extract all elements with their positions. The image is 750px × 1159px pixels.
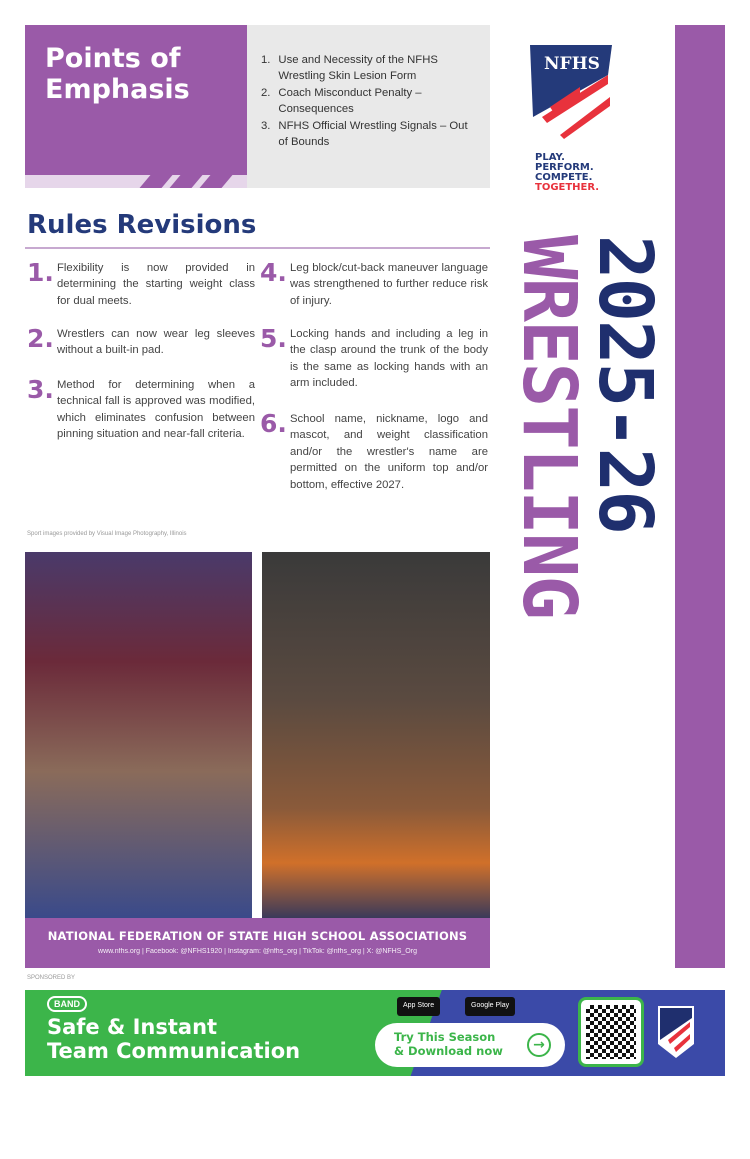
item-text: Use and Necessity of the NFHS Wrestling Skin Lesion Form [278,54,438,83]
rule-item [27,326,255,359]
arrow-right-icon: → [527,1033,551,1057]
rule-item [260,326,488,392]
item-number: 3. [261,119,271,132]
band-logo: BAND [47,996,87,1012]
rule-text: School name, nickname, logo and mascot, and weight classification and/or the wrestler's name are permitted on the uniform top and/or bottom, effective 2027. [290,413,488,491]
rule-number: 5. [260,324,287,353]
photo-credit: Sport images provided by Visual Image Photography, Illinois [27,531,187,537]
cta-line: Try This Season [394,1030,496,1044]
banner-tagline [47,1015,300,1063]
org-name: NATIONAL FEDERATION OF STATE HIGH SCHOOL ASSOCIATIONS [47,929,468,943]
list-item [261,85,480,118]
nfhs-logo [530,45,615,140]
sponsored-label: SPONSORED BY [27,975,76,981]
rule-text: Leg block/cut-back maneuver language was strengthened to further reduce risk of injury. [290,262,488,307]
social-links: www.nfhs.org | Facebook: @NFHS1920 | Instagram: @nfhs_org | TikTok: @nfhs_org | X: @NFHS_Org [98,948,417,955]
slogan-line: PLAY. [535,152,565,163]
item-text: NFHS Official Wrestling Signals – Out of Bounds [278,119,468,148]
wrestling-photo-right [262,552,490,918]
rule-number: 4. [260,258,287,287]
rule-text: Wrestlers can now wear leg sleeves without a built-in pad. [57,328,255,357]
slogan-line: PERFORM. [535,162,594,173]
item-text: Coach Misconduct Penalty – Consequences [278,86,422,116]
rule-text: Locking hands and including a leg in the clasp around the trunk of the body is the same as locking hands with an arm included. [290,328,488,390]
cta-line: & Download now [394,1043,503,1058]
slogan-line: TOGETHER. [535,182,600,193]
season-year: 2025-26 [582,235,668,533]
item-number: 2. [261,86,271,99]
tagline-line: Team Communication [47,1039,301,1064]
app-store-badge[interactable]: App Store [397,997,440,1016]
rule-number: 6. [260,409,287,438]
rule-item [27,260,255,309]
tagline-line: Safe & Instant [47,1015,218,1039]
slogan [535,153,599,193]
rule-number: 2. [27,324,54,353]
slogan-line: COMPETE. [535,172,593,183]
points-of-emphasis-title: Points of Emphasis [25,25,247,175]
divider [25,247,490,249]
decorative-stripes [25,175,247,188]
item-number: 1. [261,54,271,66]
purple-side-bar [675,25,725,968]
sponsor-banner[interactable] [25,990,725,1076]
list-item [261,52,480,85]
svg-text:NFHS: NFHS [544,54,600,74]
rule-number: 3. [27,375,54,404]
rule-number: 1. [27,258,54,287]
rule-item [260,260,488,309]
rule-text: Method for determining when a technical fall is approved was modified, which eliminates confusion between pinning situation and near-fall criteria. [57,379,255,441]
qr-code[interactable] [578,997,644,1067]
footer [25,918,490,968]
download-cta-button[interactable] [375,1023,565,1067]
rule-item [27,377,255,443]
nfhs-mini-logo [658,1006,694,1062]
rules-revisions-title: Rules Revisions [27,210,257,240]
google-play-badge[interactable]: Google Play [465,997,515,1016]
list-item [261,118,480,151]
rule-text: Flexibility is now provided in determining the starting weight class for dual meets. [57,262,255,307]
wrestling-photo-left [25,552,252,918]
rule-item [260,411,488,493]
sport-title: WRESTLING [506,235,592,618]
points-of-emphasis-list [247,25,490,188]
